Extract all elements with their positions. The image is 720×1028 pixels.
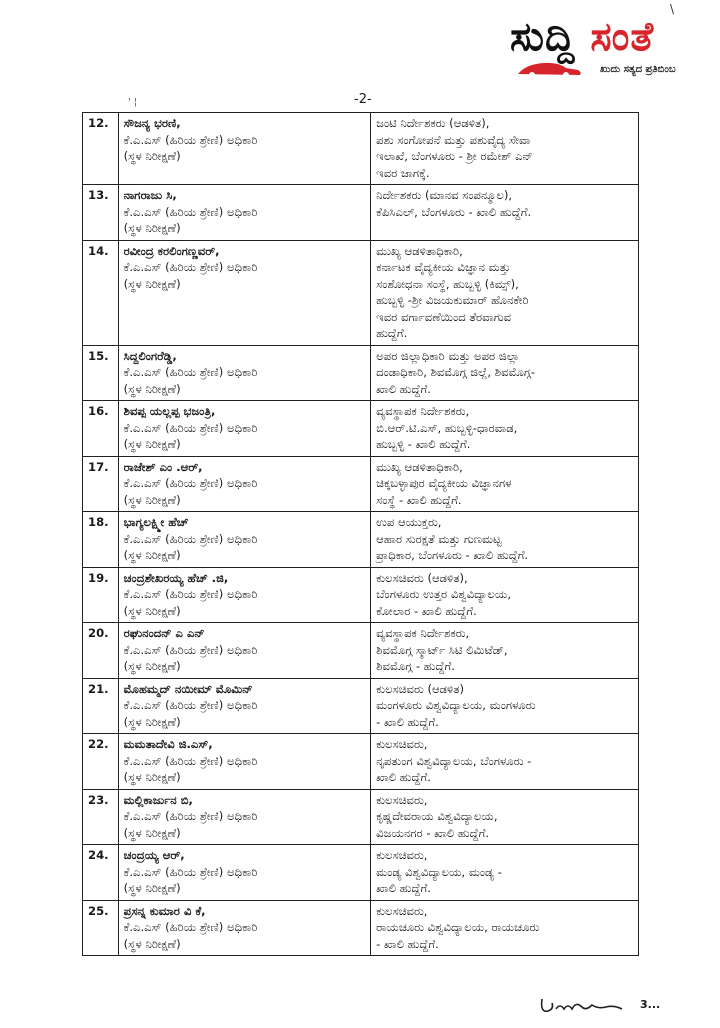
posting-note: (ಸ್ಥಳ ನಿರೀಕ್ಷಣೆ) — [123, 221, 181, 235]
posting-line: ಚಿಕ್ಕಬಳ್ಳಾಪುರ ವೈದ್ಯಕೀಯ ವಿಜ್ಞಾನಗಳ — [376, 476, 512, 490]
officer-cell — [118, 678, 371, 734]
officer-cell — [118, 240, 371, 345]
posting-note: (ಸ್ಥಳ ನಿರೀಕ್ಷಣೆ) — [123, 149, 181, 163]
serial-number: 24. — [83, 845, 119, 901]
posting-line: ಖಾಲಿ ಹುದ್ದೆಗೆ. — [376, 881, 431, 895]
officer-rank: ಕೆ.ಎ.ಎಸ್ (ಹಿರಿಯ ಶ್ರೇಣಿ) ಅಧಿಕಾರಿ — [123, 204, 258, 219]
posting-line: ಬಿ.ಆರ್.ಟಿ.ಎಸ್, ಹುಬ್ಬಳ್ಳಿ-ಧಾರವಾಡ, — [376, 420, 518, 435]
posting-line: ಸಂಸ್ಥೆ - ಖಾಲಿ ಹುದ್ದೆಗೆ. — [376, 492, 462, 507]
posting-line: ಕುಲಸಚಿವರು, — [376, 903, 428, 918]
new-posting-cell — [371, 401, 639, 457]
table-row — [83, 345, 639, 401]
new-posting-cell — [371, 113, 639, 185]
posting-line: ಮುಖ್ಯ ಆಡಳಿತಾಧಿಕಾರಿ, — [376, 459, 463, 474]
officer-cell — [118, 789, 371, 845]
posting-note: (ಸ್ಥಳ ನಿರೀಕ್ಷಣೆ) — [123, 825, 181, 840]
officer-name: ಪ್ರಸನ್ನ ಕುಮಾರ ವಿ ಕೆ, — [123, 903, 206, 918]
officer-rank: ಕೆ.ಎ.ಎಸ್ (ಹಿರಿಯ ಶ್ರೇಣಿ) ಅಧಿಕಾರಿ — [123, 864, 258, 879]
posting-line: ಕುಲಸಚಿವರು (ಆಡಳಿತ), — [376, 570, 468, 585]
posting-note: (ಸ್ಥಳ ನಿರೀಕ್ಷಣೆ) — [123, 659, 181, 673]
officer-rank: ಕೆ.ಎ.ಎಸ್ (ಹಿರಿಯ ಶ್ರೇಣಿ) ಅಧಿಕಾರಿ — [123, 132, 258, 147]
officer-name: ಚಂದ್ರಯ್ಯ ಆರ್, — [123, 848, 185, 862]
posting-line: ಮುಖ್ಯ ಆಡಳಿತಾಧಿಕಾರಿ, — [376, 243, 463, 258]
officer-cell — [118, 456, 371, 512]
officer-cell — [118, 512, 371, 568]
table-row — [83, 240, 639, 345]
officer-cell — [118, 185, 371, 241]
posting-note: (ಸ್ಥಳ ನಿರೀಕ್ಷಣೆ) — [123, 381, 181, 396]
posting-note: (ಸ್ಥಳ ನಿರೀಕ್ಷಣೆ) — [123, 603, 181, 618]
posting-line: ಮಂಡ್ಯ ವಿಶ್ವವಿದ್ಯಾಲಯ, ಮಂಡ್ಯ - — [376, 864, 502, 879]
officer-name: ಮಮತಾದೇವಿ ಜಿ.ಎಸ್, — [123, 737, 213, 751]
serial-number: 12. — [83, 113, 119, 185]
posting-note: (ಸ್ಥಳ ನಿರೀಕ್ಷಣೆ) — [123, 714, 181, 729]
new-posting-cell — [371, 623, 639, 679]
posting-line: ಖಾಲಿ ಹುದ್ದೆಗೆ. — [376, 381, 431, 396]
posting-line: ಇಲಾಖೆ, ಬೆಂಗಳೂರು - ಶ್ರೀ ರಮೇಶ್ ಎನ್ — [376, 149, 533, 163]
posting-line: ಕೆಪಿಸಿಎಲ್, ಬೆಂಗಳೂರು - ಖಾಲಿ ಹುದ್ದೆಗೆ. — [376, 204, 532, 219]
posting-line: ಬೆಂಗಳೂರು ಉತ್ತರ ವಿಶ್ವವಿದ್ಯಾಲಯ, — [376, 587, 512, 601]
new-posting-cell — [371, 845, 639, 901]
officer-rank: ಕೆ.ಎ.ಎಸ್ (ಹಿರಿಯ ಶ್ರೇಣಿ) ಅಧಿಕಾರಿ — [123, 365, 258, 379]
posting-line: ವ್ಯವಸ್ಥಾಪಕ ನಿರ್ದೇಶಕರು, — [376, 626, 470, 640]
logo-wordmark — [510, 14, 654, 60]
officer-rank: ಕೆ.ಎ.ಎಸ್ (ಹಿರಿಯ ಶ್ರೇಣಿ) ಅಧಿಕಾರಿ — [123, 531, 258, 546]
posting-note: (ಸ್ಥಳ ನಿರೀಕ್ಷಣೆ) — [123, 770, 181, 784]
posting-line: ಹುಬ್ಬಳ್ಳಿ - ಖಾಲಿ ಹುದ್ದೆಗೆ. — [376, 437, 471, 451]
officer-rank: ಕೆ.ಎ.ಎಸ್ (ಹಿರಿಯ ಶ್ರೇಣಿ) ಅಧಿಕಾರಿ — [123, 260, 258, 274]
officer-cell — [118, 345, 371, 401]
posting-line: ಜಂಟಿ ನಿರ್ದೇಶಕರು (ಆಡಳಿತ), — [376, 116, 490, 130]
serial-number: 25. — [83, 900, 119, 956]
posting-line: ರಾಯಚೂರು ವಿಶ್ವವಿದ್ಯಾಲಯ, ರಾಯಚೂರು — [376, 920, 540, 934]
posting-line: ವಿಜಯನಗರ - ಖಾಲಿ ಹುದ್ದೆಗೆ. — [376, 825, 490, 840]
new-posting-cell — [371, 678, 639, 734]
officer-name: ರಾಜೇಶ್ ಎಂ .ಆರ್, — [123, 459, 203, 474]
new-posting-cell — [371, 512, 639, 568]
posting-line: ಪಶು ಸಂಗೋಪನೆ ಮತ್ತು ಪಶುವೈದ್ಯ ಸೇವಾ — [376, 132, 531, 147]
posting-line: ಆಹಾರ ಸುರಕ್ಷತೆ ಮತ್ತು ಗುಣಮಟ್ಟ — [376, 531, 502, 546]
logo-tagline: ಖುದು ಸತ್ಯದ ಪ್ರತಿಬಿಂಬ — [600, 64, 676, 75]
serial-number: 17. — [83, 456, 119, 512]
table-row — [83, 789, 639, 845]
posting-line: ಕುಲಸಚಿವರು (ಆಡಳಿತ) — [376, 681, 465, 696]
sudhi-sante-logo — [510, 14, 710, 84]
signature-initials — [538, 995, 628, 1019]
posting-line: ಅಪರ ಜಿಲ್ಲಾಧಿಕಾರಿ ಮತ್ತು ಅಪರ ಜಿಲ್ಲಾ — [376, 348, 520, 363]
logo-name-part1: ಸುದ್ದಿ — [510, 14, 576, 60]
posting-line: ಕರ್ನಾಟಕ ವೈದ್ಯಕೀಯ ವಿಜ್ಞಾನ ಮತ್ತು — [376, 260, 511, 274]
officer-name: ಶಿವಪ್ಪ ಯಲ್ಲಪ್ಪ ಭಜಂತ್ರಿ, — [123, 404, 216, 418]
officer-rank: ಕೆ.ಎ.ಎಸ್ (ಹಿರಿಯ ಶ್ರೇಣಿ) ಅಧಿಕಾರಿ — [123, 587, 258, 601]
serial-number: 18. — [83, 512, 119, 568]
officer-cell — [118, 401, 371, 457]
car-icon — [514, 58, 584, 80]
posting-line: ಉಪ ಆಯುಕ್ತರು, — [376, 515, 442, 529]
new-posting-cell — [371, 456, 639, 512]
officer-name: ಸಿದ್ದಲಿಂಗರೆಡ್ಡಿ, — [123, 348, 177, 363]
posting-line: ಸಂಶೋಧನಾ ಸಂಸ್ಥೆ, ಹುಬ್ಬಳ್ಳಿ (ಕಿಮ್ಸ್), — [376, 276, 519, 291]
officer-name: ಭಾಗ್ಯಲಕ್ಷ್ಮೀ ಹೆಚ್ — [123, 515, 189, 529]
officer-name: ಮಲ್ಲಿಕಾರ್ಜುನ ಬಿ, — [123, 792, 193, 807]
officer-rank: ಕೆ.ಎ.ಎಸ್ (ಹಿರಿಯ ಶ್ರೇಣಿ) ಅಧಿಕಾರಿ — [123, 809, 258, 823]
posting-line: ಪ್ರಾಧಿಕಾರ, ಬೆಂಗಳೂರು - ಖಾಲಿ ಹುದ್ದೆಗೆ. — [376, 548, 529, 562]
posting-line: ಕುಲಸಚಿವರು, — [376, 792, 428, 807]
officer-name: ರಘುನಂದನ್ ಎ ಎನ್ — [123, 626, 205, 640]
officer-cell — [118, 900, 371, 956]
serial-number: 14. — [83, 240, 119, 345]
new-posting-cell — [371, 240, 639, 345]
scan-marks: ' ¦ — [128, 97, 138, 108]
serial-number: 22. — [83, 734, 119, 790]
posting-line: ಮಂಗಳೂರು ವಿಶ್ವವಿದ್ಯಾಲಯ, ಮಂಗಳೂರು — [376, 698, 536, 712]
posting-line: ಹುದ್ದೆಗೆ. — [376, 326, 408, 340]
posting-line: ನಿರ್ದೇಶಕರು (ಮಾನವ ಸಂಪನ್ಮೂಲ), — [376, 188, 513, 202]
posting-note: (ಸ್ಥಳ ನಿರೀಕ್ಷಣೆ) — [123, 548, 181, 562]
officer-name: ನಾಗರಾಜು ಸಿ, — [123, 188, 177, 202]
officer-name: ಮೊಹಮ್ಮದ್ ನಯೀಮ್ ಮೊಮಿನ್ — [123, 681, 253, 696]
officer-rank: ಕೆ.ಎ.ಎಸ್ (ಹಿರಿಯ ಶ್ರೇಣಿ) ಅಧಿಕಾರಿ — [123, 476, 258, 490]
page-number: -2- — [354, 92, 372, 107]
posting-line: ನೃಪತುಂಗ ವಿಶ್ವವಿದ್ಯಾಲಯ, ಬೆಂಗಳೂರು - — [376, 753, 532, 768]
serial-number: 13. — [83, 185, 119, 241]
table-row — [83, 185, 639, 241]
officer-cell — [118, 623, 371, 679]
logo-name-part2: ಸಂತೆ — [590, 14, 655, 60]
new-posting-cell — [371, 734, 639, 790]
officer-rank: ಕೆ.ಎ.ಎಸ್ (ಹಿರಿಯ ಶ್ರೇಣಿ) ಅಧಿಕಾರಿ — [123, 642, 258, 657]
posting-note: (ಸ್ಥಳ ನಿರೀಕ್ಷಣೆ) — [123, 492, 181, 507]
new-posting-cell — [371, 185, 639, 241]
table-row — [83, 512, 639, 568]
table-row — [83, 734, 639, 790]
officer-name: ರವೀಂದ್ರ ಕರಲಿಂಗಣ್ಣವರ್, — [123, 243, 220, 258]
posting-line: ಶಿವಮೊಗ್ಗ ಸ್ಮಾರ್ಟ್ ಸಿಟಿ ಲಿಮಿಟೆಡ್, — [376, 642, 508, 657]
posting-line: - ಖಾಲಿ ಹುದ್ದೆಗೆ. — [376, 714, 439, 729]
serial-number: 19. — [83, 567, 119, 623]
new-posting-cell — [371, 789, 639, 845]
posting-note: (ಸ್ಥಳ ನಿರೀಕ್ಷಣೆ) — [123, 276, 181, 291]
new-posting-cell — [371, 345, 639, 401]
posting-line: ಖಾಲಿ ಹುದ್ದೆಗೆ. — [376, 770, 431, 784]
serial-number: 15. — [83, 345, 119, 401]
posting-line: - ಖಾಲಿ ಹುದ್ದೆಗೆ. — [376, 936, 439, 951]
posting-line: ದಂಡಾಧಿಕಾರಿ, ಶಿವಮೊಗ್ಗ ಜಿಲ್ಲೆ, ಶಿವಮೊಗ್ಗ- — [376, 365, 536, 379]
officer-rank: ಕೆ.ಎ.ಎಸ್ (ಹಿರಿಯ ಶ್ರೇಣಿ) ಅಧಿಕಾರಿ — [123, 698, 258, 712]
officer-cell — [118, 845, 371, 901]
officer-name: ಸೌಜನ್ಯ ಭರಣಿ, — [123, 116, 181, 130]
table-row — [83, 900, 639, 956]
serial-number: 20. — [83, 623, 119, 679]
new-posting-cell — [371, 900, 639, 956]
officer-cell — [118, 567, 371, 623]
posting-line: ಹುಬ್ಬಳ್ಳಿ -ಶ್ರೀ ವಿಜಯಕುಮಾರ್ ಹೊನಕೇರಿ — [376, 293, 529, 307]
officer-name: ಚಂದ್ರಶೇಖರಯ್ಯ ಹೆಚ್ .ಜಿ, — [123, 570, 229, 585]
table-row — [83, 567, 639, 623]
posting-line: ಶಿವಮೊಗ್ಗ - ಹುದ್ದೆಗೆ. — [376, 659, 455, 673]
posting-line: ಇವರ ಜಾಗಕ್ಕೆ. — [376, 165, 430, 180]
officer-cell — [118, 113, 371, 185]
posting-line: ವ್ಯವಸ್ಥಾಪಕ ನಿರ್ದೇಶಕರು, — [376, 404, 470, 418]
officer-rank: ಕೆ.ಎ.ಎಸ್ (ಹಿರಿಯ ಶ್ರೇಣಿ) ಅಧಿಕಾರಿ — [123, 920, 258, 934]
table-row — [83, 456, 639, 512]
posting-line: ಕೋಲಾರ - ಖಾಲಿ ಹುದ್ದೆಗೆ. — [376, 603, 477, 618]
posting-note: (ಸ್ಥಳ ನಿರೀಕ್ಷಣೆ) — [123, 881, 181, 895]
serial-number: 23. — [83, 789, 119, 845]
posting-note: (ಸ್ಥಳ ನಿರೀಕ್ಷಣೆ) — [123, 936, 181, 951]
transfer-orders-table — [82, 112, 639, 956]
officer-rank: ಕೆ.ಎ.ಎಸ್ (ಹಿರಿಯ ಶ್ರೇಣಿ) ಅಧಿಕಾರಿ — [123, 753, 258, 768]
officer-cell — [118, 734, 371, 790]
tick-mark: \ — [670, 2, 675, 16]
serial-number: 16. — [83, 401, 119, 457]
new-posting-cell — [371, 567, 639, 623]
officer-rank: ಕೆ.ಎ.ಎಸ್ (ಹಿರಿಯ ಶ್ರೇಣಿ) ಅಧಿಕಾರಿ — [123, 420, 258, 435]
posting-line: ಇವರ ವರ್ಗಾವಣೆಯಿಂದ ತೆರವಾಗುವ — [376, 309, 512, 324]
posting-line: ಕೃಷ್ಣದೇವರಾಯ ವಿಶ್ವವಿದ್ಯಾಲಯ, — [376, 809, 498, 823]
posting-line: ಕುಲಸಚಿವರು, — [376, 848, 428, 862]
table-row — [83, 678, 639, 734]
posting-line: ಕುಲಸಚಿವರು, — [376, 737, 428, 751]
next-page-marker: 3... — [640, 998, 661, 1011]
table-row — [83, 623, 639, 679]
table-row — [83, 401, 639, 457]
table-row — [83, 845, 639, 901]
serial-number: 21. — [83, 678, 119, 734]
posting-note: (ಸ್ಥಳ ನಿರೀಕ್ಷಣೆ) — [123, 437, 181, 451]
table-row — [83, 113, 639, 185]
